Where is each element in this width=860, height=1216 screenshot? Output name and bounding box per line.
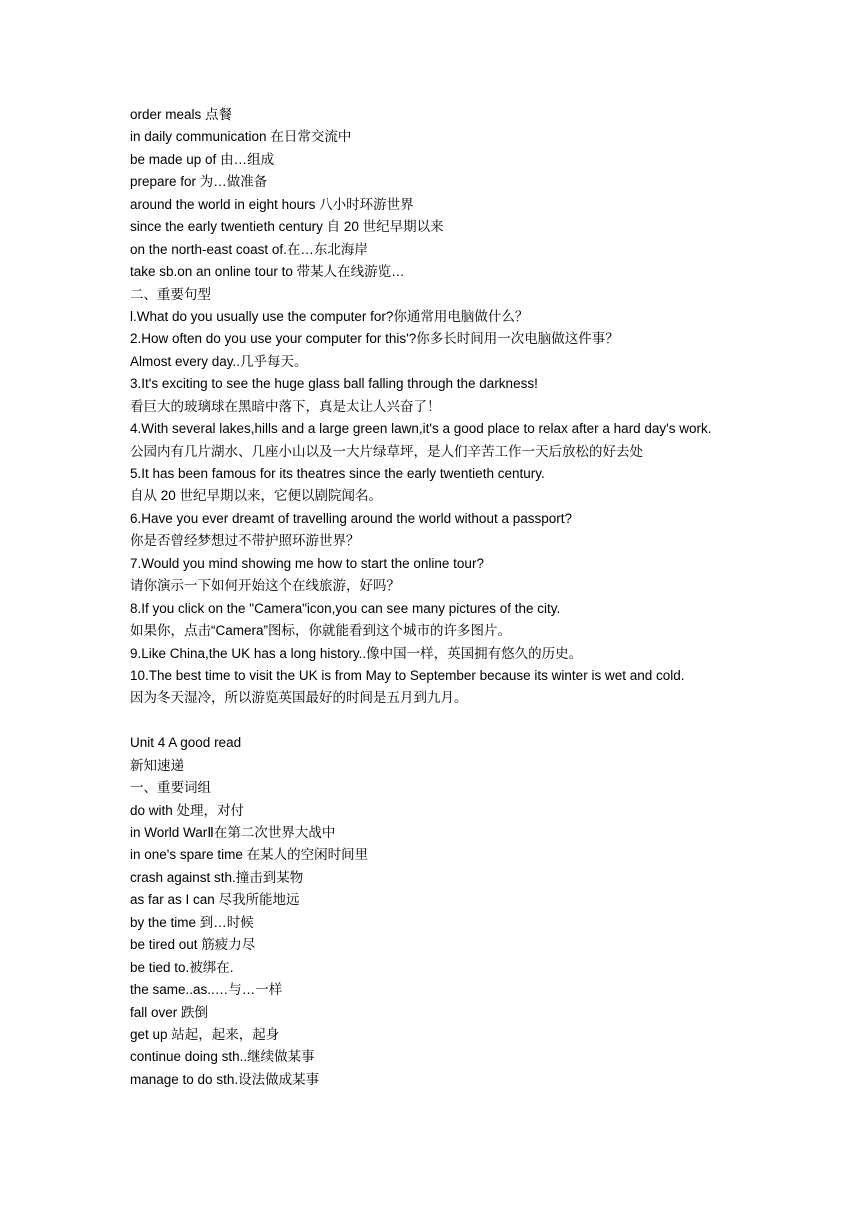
section-heading-phrases: 一、重要词组 <box>130 780 211 796</box>
phrase-item: be made up of 由…组成 <box>130 151 275 167</box>
unit-subtitle: 新知速递 <box>130 757 184 773</box>
phrase-item: as far as I can 尽我所能地远 <box>130 892 300 908</box>
sentence-item: 2.How often do you use your computer for this'?你多长时间用一次电脑做这件事？ <box>130 331 619 347</box>
phrase-item: by the time 到…时候 <box>130 914 254 930</box>
sentence-item: 3.It's exciting to see the huge glass ball falling through the darkness! <box>130 376 538 392</box>
sentence-item: 看巨大的玻璃球在黑暗中落下，真是太让人兴奋了！ <box>130 398 441 414</box>
phrase-item: crash against sth.撞击到某物 <box>130 869 304 885</box>
sentence-item: l.What do you usually use the computer for?你通常用电脑做什么？ <box>130 308 529 324</box>
phrase-item: be tied to.被绑在. <box>130 959 234 975</box>
phrase-item: around the world in eight hours 八小时环游世界 <box>130 196 414 212</box>
sentence-item: 你是否曾经梦想过不带护照环游世界？ <box>130 533 360 549</box>
sentence-item: 7.Would you mind showing me how to start the online tour? <box>130 555 484 571</box>
sentence-item: 10.The best time to visit the UK is from May to September because its winter is wet and cold. <box>130 667 685 683</box>
sentence-item: 公园内有几片湖水、几座小山以及一大片绿草坪，是人们辛苦工作一天后放松的好去处 <box>130 443 643 459</box>
phrase-item: fall over 跌倒 <box>130 1004 209 1020</box>
section-heading-sentences: 二、重要句型 <box>130 286 211 302</box>
sentence-item: 9.Like China,the UK has a long history..像中国一样，英国拥有悠久的历史。 <box>130 645 583 661</box>
phrase-item: in World WarⅡ在第二次世界大战中 <box>130 825 336 840</box>
phrase-item: since the early twentieth century 自 20 世纪早期以来 <box>130 219 444 235</box>
unit4-phrase-list <box>130 800 790 1092</box>
sentence-item: 5.It has been famous for its theatres since the early twentieth century. <box>130 466 545 481</box>
sentence-item: 自从 20 世纪早期以来，它便以剧院闻名。 <box>130 488 383 504</box>
sentence-item: 8.If you click on the "Camera"icon,you can see many pictures of the city. <box>130 600 561 616</box>
sentence-item: Almost every day..几乎每天。 <box>130 353 308 369</box>
phrase-item: on the north-east coast of.在…东北海岸 <box>130 241 368 257</box>
phrase-item: do with 处理，对付 <box>130 802 245 818</box>
phrase-item: get up 站起，起来，起身 <box>130 1026 280 1042</box>
phrase-item: prepare for 为…做准备 <box>130 174 268 190</box>
phrase-list <box>130 104 790 284</box>
phrase-item: be tired out 筋疲力尽 <box>130 937 256 953</box>
phrase-item: order meals 点餐 <box>130 107 233 122</box>
phrase-item: in one's spare time 在某人的空闲时间里 <box>130 847 369 863</box>
phrase-item: in daily communication 在日常交流中 <box>130 129 352 145</box>
phrase-item: take sb.on an online tour to 带某人在线游览… <box>130 264 405 280</box>
sentence-item: 4.With several lakes,hills and a large green lawn,it's a good place to relax after a hard day's work. <box>130 421 712 437</box>
sentence-list <box>130 306 790 710</box>
sentence-item: 因为冬天湿冷，所以游览英国最好的时间是五月到九月。 <box>130 690 468 706</box>
sentence-item: 如果你，点击“Camera”图标，你就能看到这个城市的许多图片。 <box>130 623 512 639</box>
blank-line <box>130 710 790 732</box>
sentence-item: 请你演示一下如何开始这个在线旅游，好吗？ <box>130 578 400 594</box>
phrase-item: manage to do sth.设法做成某事 <box>130 1071 320 1087</box>
document-page <box>130 104 790 1091</box>
phrase-item: the same..as..…与…一样 <box>130 982 283 998</box>
sentence-item: 6.Have you ever dreamt of travelling around the world without a passport? <box>130 510 572 526</box>
unit-title: Unit 4 A good read <box>130 735 242 751</box>
phrase-item: continue doing sth..继续做某事 <box>130 1049 315 1065</box>
